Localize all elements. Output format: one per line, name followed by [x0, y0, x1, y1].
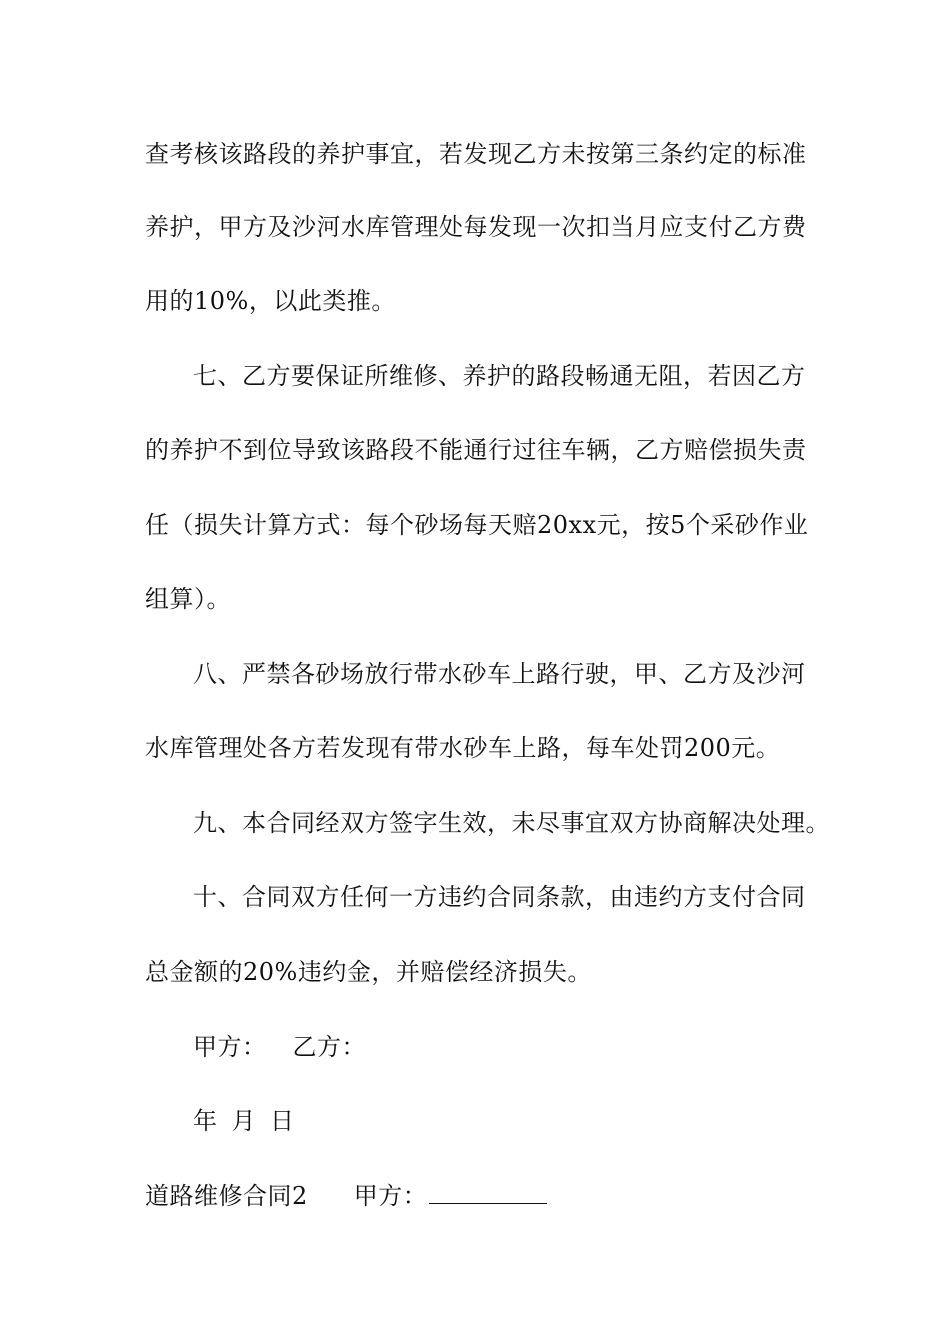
paragraph-6-line-1: 查考核该路段的养护事宜，若发现乙方未按第三条约定的标准 [145, 140, 807, 168]
paragraph-8-line-1: 八、严禁各砂场放行带水砂车上路行驶，甲、乙方及沙河 [193, 660, 806, 688]
next-contract-heading [145, 1181, 547, 1211]
paragraph-7-line-1: 七、乙方要保证所维修、养护的路段畅通无阻，若因乙方 [193, 362, 806, 390]
paragraph-7-line-3: 任（损失计算方式：每个砂场每天赔20xx元，按5个采砂作业 [145, 511, 809, 539]
paragraph-10-line-1: 十、合同双方任何一方违约合同条款，由违约方支付合同 [193, 883, 806, 911]
paragraph-10-line-2: 总金额的20%违约金，并赔偿经济损失。 [145, 958, 592, 986]
date-line [193, 1106, 295, 1136]
party-a-blank-field[interactable] [429, 1181, 547, 1204]
paragraph-8-line-2: 水库管理处各方若发现有带水砂车上路，每车处罚200元。 [145, 734, 781, 762]
paragraph-6-line-2: 养护，甲方及沙河水库管理处每发现一次扣当月应支付乙方费 [145, 213, 807, 241]
date-month: 月 [231, 1107, 256, 1135]
signature-line [193, 1032, 366, 1062]
date-year: 年 [193, 1107, 218, 1135]
party-b-signature-label: 乙方： [292, 1033, 366, 1061]
next-contract-title: 道路维修合同2 [145, 1182, 308, 1210]
party-a-signature-label: 甲方： [193, 1033, 267, 1061]
paragraph-7-line-2: 的养护不到位导致该路段不能通行过往车辆，乙方赔偿损失责 [145, 436, 807, 464]
paragraph-7-line-4: 组算）。 [145, 585, 231, 613]
next-contract-party-a-label: 甲方： [353, 1182, 428, 1210]
paragraph-9-line-1: 九、本合同经双方签字生效，未尽事宜双方协商解决处理。 [193, 809, 830, 837]
date-day: 日 [270, 1107, 295, 1135]
paragraph-6-line-3: 用的10%，以此类推。 [145, 287, 396, 315]
